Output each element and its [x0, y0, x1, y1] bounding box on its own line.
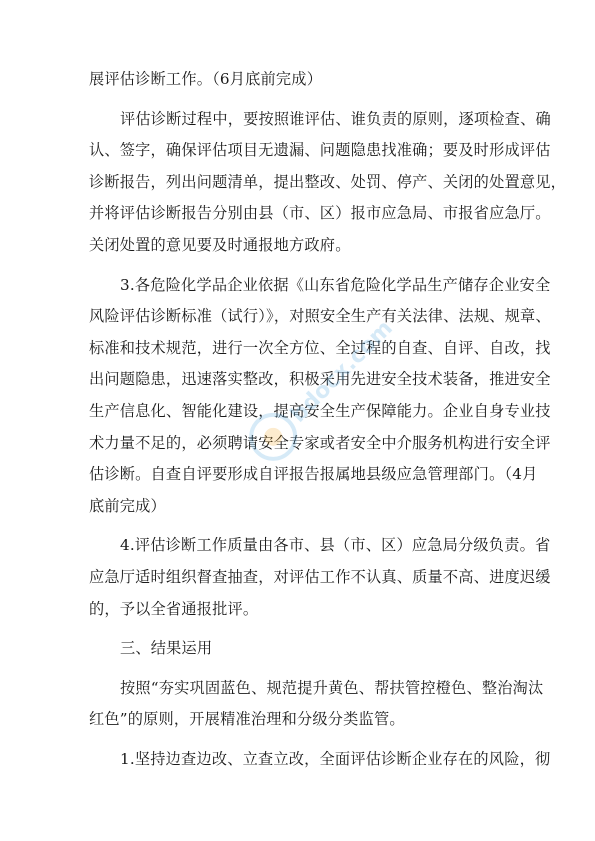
text-line: 1.坚持边查边改、立查立改，全面评估诊断企业存在的风险，彻 [120, 749, 551, 768]
text-line: 出问题隐患，迅速落实整改，积极采用先进安全技术装备，推进安全 [89, 370, 551, 389]
text-line: 4.评估诊断工作质量由各市、县（市、区）应急局分级负责。省 [120, 536, 551, 555]
text-line: 术力量不足的，必须聘请安全专家或者安全中介服务机构进行安全评 [89, 433, 551, 452]
text-line: 评估诊断过程中，要按照谁评估、谁负责的原则，逐项检查、确 [120, 109, 551, 128]
text-line: 标准和技术规范，进行一次全方位、全过程的自查、自评、自改，找 [89, 338, 551, 357]
paragraph-gap [89, 736, 507, 744]
text-line: 展评估诊断工作。（6月底前完成） [89, 70, 323, 88]
paragraph-gap [89, 96, 507, 104]
text-line: 的，予以全省通报批评。 [89, 599, 259, 618]
text-line: 估诊断。自查自评要形成自评报告报属地县级应急管理部门。（4月 [89, 465, 538, 484]
text-line: 三、结果运用 [120, 639, 213, 658]
paragraph-gap [89, 522, 507, 530]
text-line: 按照“夯实巩固蓝色、规范提升黄色、帮扶管控橙色、整治淘汰 [120, 678, 544, 697]
document-body [89, 64, 567, 775]
text-line: 3.各危险化学品企业依据《山东省危险化学品生产储存企业安全 [120, 275, 551, 294]
text-line: 风险评估诊断标准（试行）》，对照安全生产有关法律、法规、规章、 [89, 307, 551, 326]
text-line: 生产信息化、智能化建设，提高安全生产保障能力。企业自身专业技 [89, 401, 551, 420]
text-line: 应急厅适时组织督查抽查，对评估工作不认真、质量不高、进度迟缓 [89, 567, 551, 586]
text-line: 诊断报告，列出问题清单，提出整改、处罚、停产、关闭的处置意见， [89, 172, 567, 191]
text-line: 关闭处置的意见要及时通报地方政府。 [89, 235, 351, 254]
paragraph-gap [89, 262, 507, 270]
paragraph-gap [89, 665, 507, 673]
text-line: 并将评估诊断报告分别由县（市、区）报市应急局、市报省应急厅。 [89, 204, 551, 223]
paragraph-gap [89, 625, 507, 633]
text-line: 认、签字，确保评估项目无遗漏、问题隐患找准确；要及时形成评估 [89, 141, 551, 160]
text-line: 底前完成） [89, 496, 166, 515]
watermark-text: bdocx.com [285, 315, 398, 428]
text-line: 红色”的原则，开展精准治理和分级分类监管。 [89, 710, 405, 729]
